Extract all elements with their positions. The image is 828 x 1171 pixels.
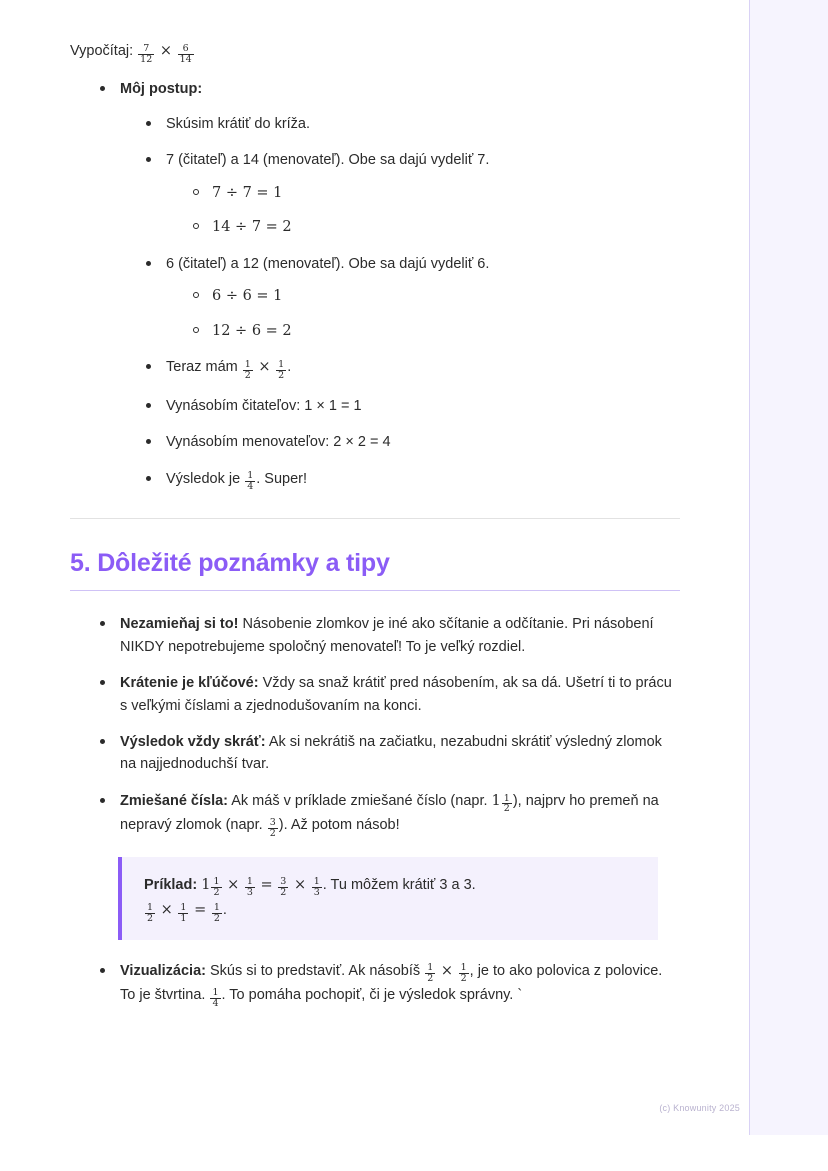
- substep-math: 12 ÷ 6 = 2: [212, 322, 292, 339]
- list-item: [188, 320, 680, 342]
- title-underline: [70, 590, 680, 591]
- list-item: [96, 672, 680, 717]
- tip-body: Vždy sa snaž krátiť pred násobením, ak sa dá. Ušetrí ti to prácu s veľkými číslami a zjednodušovaním na konci.: [120, 675, 672, 714]
- intro-problem-line: [70, 40, 680, 64]
- step-text-prefix: Teraz mám: [166, 359, 242, 376]
- tip-label: Krátenie je kľúčové:: [120, 675, 259, 692]
- list-item: [96, 613, 680, 658]
- viz-body-3: . To pomáha pochopiť, či je výsledok správny. `: [221, 987, 523, 1004]
- mixed-number-1-1-2: 1 $\frac{1}{2}$: [491, 792, 510, 815]
- tip-label: Vizualizácia:: [120, 962, 206, 979]
- list-item: [188, 216, 680, 238]
- list-item: [96, 960, 680, 1009]
- tip-body-2: ), najprv ho premeň na nepravý zlomok (napr.: [120, 792, 659, 834]
- procedure-list: [96, 78, 680, 492]
- substeps: [188, 285, 680, 342]
- list-item: [96, 790, 680, 839]
- callout-line-1-tail: . Tu môžem krátiť 3 a 3.: [322, 876, 476, 893]
- procedure-heading: Môj postup:: [120, 81, 203, 98]
- viz-math-half-times-half: $\frac{1}{2}$ × $\frac{1}{2}$: [427, 962, 467, 985]
- example-callout: [118, 857, 658, 940]
- step-text: Skúsim krátiť do kríža.: [166, 115, 311, 132]
- list-item: [142, 468, 680, 492]
- fraction-7-12: $\frac{7}{12}$: [140, 42, 153, 65]
- footer-copyright: (c) Knowunity 2025: [659, 1103, 740, 1113]
- list-item: [142, 356, 680, 380]
- fraction-6-14: $\frac{6}{14}$: [179, 42, 192, 65]
- tip-body-1: Ak máš v príklade zmiešané číslo (napr.: [231, 792, 492, 809]
- substep-math: 6 ÷ 6 = 1: [212, 288, 283, 305]
- tip-body-3: ). Až potom násob!: [278, 817, 400, 834]
- intro-prefix: Vypočítaj:: [70, 43, 134, 59]
- fraction-3-2: $\frac{3}{2}$: [269, 816, 276, 839]
- list-item: [188, 285, 680, 307]
- callout-label: Príklad:: [144, 876, 198, 893]
- tips-list: [96, 613, 680, 839]
- callout-math-1: 1 $\frac{1}{2}$ × $\frac{1}{3}$ = $\frac{3}{2}$ × $\frac{1}{3}$: [201, 876, 320, 899]
- intro-expression: [137, 42, 195, 65]
- viz-body-1: Skús si to predstaviť. Ak násobíš: [210, 962, 425, 979]
- list-item: [96, 731, 680, 776]
- list-item: [188, 182, 680, 204]
- tip-label: Nezamieňaj si to!: [120, 616, 239, 633]
- substeps: [188, 182, 680, 239]
- procedure-heading-item: [96, 78, 680, 492]
- page-side-rail: [749, 0, 828, 1135]
- tip-body: Ak si nekrátiš na začiatku, nezabudni skrátiť výsledný zlomok na najjednoduchší tvar.: [120, 734, 662, 773]
- times-operator: ×: [159, 43, 173, 59]
- tip-label: Zmiešané čísla:: [120, 792, 228, 809]
- viz-math-quarter: $\frac{1}{4}$: [212, 986, 219, 1009]
- callout-line-2: [144, 898, 638, 923]
- tip-body: Násobenie zlomkov je iné ako sčítanie a odčítanie. Pri násobení NIKDY nepotrebujeme spoločný menovateľ! To je veľký rozdiel.: [120, 616, 654, 655]
- visualization-list: [96, 960, 680, 1009]
- fraction-1-2: $\frac{1}{2}$: [278, 358, 285, 381]
- fraction-1-2: $\frac{1}{2}$: [244, 358, 251, 381]
- list-item: [142, 149, 680, 238]
- step-text: 7 (čitateľ) a 14 (menovateľ). Obe sa dajú vydeliť 7.: [166, 152, 490, 169]
- step-text-prefix: Výsledok je: [166, 470, 245, 487]
- substep-math: 7 ÷ 7 = 1: [212, 184, 283, 201]
- substep-math: 14 ÷ 7 = 2: [212, 219, 292, 236]
- step-math: $\frac{1}{2}$ × $\frac{1}{2}$: [244, 358, 285, 381]
- procedure-steps: [142, 113, 680, 492]
- list-item: [142, 431, 680, 453]
- list-item: [142, 253, 680, 342]
- viz-body-2: , je to ako polovica z polovice. To je štvrtina.: [120, 962, 663, 1004]
- callout-math-2: $\frac{1}{2}$ × $\frac{1}{1}$ = $\frac{1}{2}$: [147, 901, 220, 924]
- step-text-suffix: . Super!: [256, 470, 308, 487]
- list-item: [142, 113, 680, 135]
- step-math: [244, 470, 256, 493]
- section-divider: [70, 518, 680, 519]
- callout-line-2-tail: .: [222, 902, 227, 919]
- page-title: 5. Dôležité poznámky a tipy: [70, 549, 390, 578]
- step-text-suffix: .: [287, 359, 292, 376]
- tip-label: Výsledok vždy skráť:: [120, 734, 266, 751]
- callout-line-1: [144, 873, 638, 898]
- step-text: 6 (čitateľ) a 12 (menovateľ). Obe sa dajú vydeliť 6.: [166, 255, 490, 272]
- step-text: Vynásobím čitateľov: 1 × 1 = 1: [166, 397, 362, 414]
- fraction-1-4: $\frac{1}{4}$: [247, 470, 254, 493]
- list-item: [142, 395, 680, 417]
- step-text: Vynásobím menovateľov: 2 × 2 = 4: [166, 434, 391, 451]
